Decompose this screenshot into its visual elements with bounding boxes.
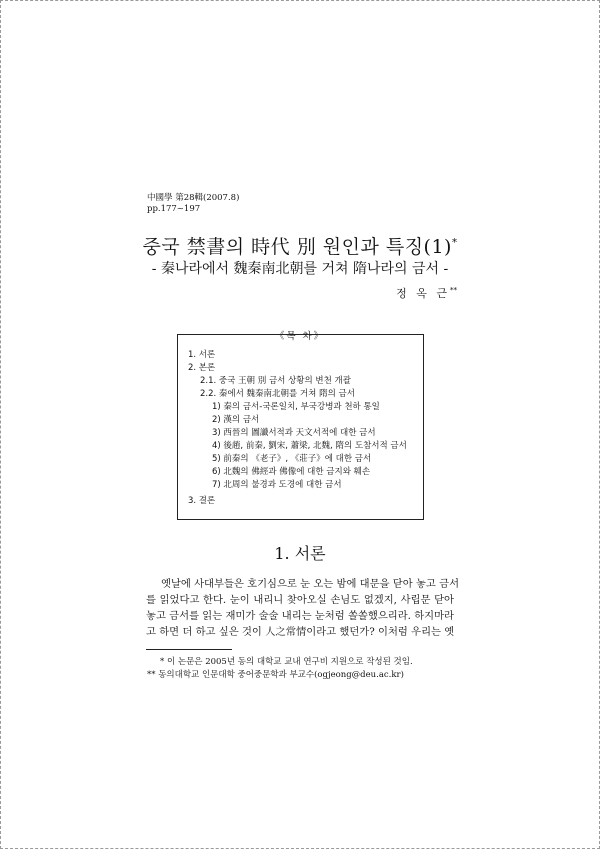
body-text-line: 를 읽었다고 한다. 눈이 내리니 찾아오실 손님도 없겠지, 사립문 닫아 <box>146 594 454 606</box>
footnote-2: ** 동의대학교 인문대학 중어중문학과 부교수(ogjeong@deu.ac.kr) <box>147 670 404 680</box>
footnote-1: * 이 논문은 2005년 동의 대학교 교내 연구비 지원으로 작성된 것임. <box>160 657 413 667</box>
table-of-contents <box>177 334 424 520</box>
section-heading: 1. 서론 <box>274 544 326 563</box>
toc-item: 1. 서론 <box>188 350 216 360</box>
title-footnote-mark: * <box>451 237 458 249</box>
toc-item: 7) 北周의 불경과 도경에 대한 금서 <box>212 480 342 490</box>
body-text-line: 고 하면 더 하고 싶은 것이 人之常情이라고 했던가? 이처럼 우리는 옛 <box>146 626 455 638</box>
paper-subtitle: - 秦나라에서 魏秦南北朝를 거쳐 隋나라의 금서 - <box>151 261 449 277</box>
toc-item: 3. 결론 <box>188 496 216 506</box>
journal-info <box>147 193 239 215</box>
toc-item: 3) 西晉의 圖讖서적과 天文서적에 대한 금서 <box>212 428 376 438</box>
toc-item: 2) 漢의 금서 <box>212 415 260 425</box>
toc-item: 5) 前秦의 《老子》, 《莊子》에 대한 금서 <box>212 454 372 464</box>
author-name: 정 옥 근 <box>396 287 450 300</box>
footnote-divider <box>146 649 232 650</box>
author-footnote-mark: ** <box>450 286 457 295</box>
toc-caption: 《목 차》 <box>274 331 326 342</box>
toc-item: 2.1. 중국 王朝 別 금서 상황의 변천 개괄 <box>200 376 351 386</box>
body-text-line: 놓고 금서를 읽는 재미가 술술 내리는 눈처럼 쏠쏠했으리라. 하지마라 <box>146 610 454 622</box>
toc-item: 1) 秦의 금서-국론일치, 부국강병과 천하 통일 <box>212 402 380 412</box>
journal-pages: pp.177~197 <box>147 204 201 214</box>
toc-item: 4) 後趙, 前秦, 劉宋, 蕭梁, 北魏, 隋의 도참서적 금서 <box>212 441 407 451</box>
paper-title-text: 중국 禁書의 時代 別 원인과 특징(1) <box>142 236 452 258</box>
toc-item: 2. 본론 <box>188 363 216 373</box>
journal-issue: 中國學 第28輯(2007.8) <box>147 193 240 203</box>
toc-item: 2.2. 秦에서 魏秦南北朝를 거쳐 隋의 금서 <box>200 389 355 399</box>
toc-item: 6) 北魏의 佛經과 佛像에 대한 금지와 훼손 <box>212 467 371 477</box>
author <box>396 285 457 301</box>
body-text-line: 옛날에 사대부들은 호기심으로 눈 오는 밤에 대문을 닫아 놓고 금서 <box>161 578 460 590</box>
paper-title <box>0 232 600 259</box>
